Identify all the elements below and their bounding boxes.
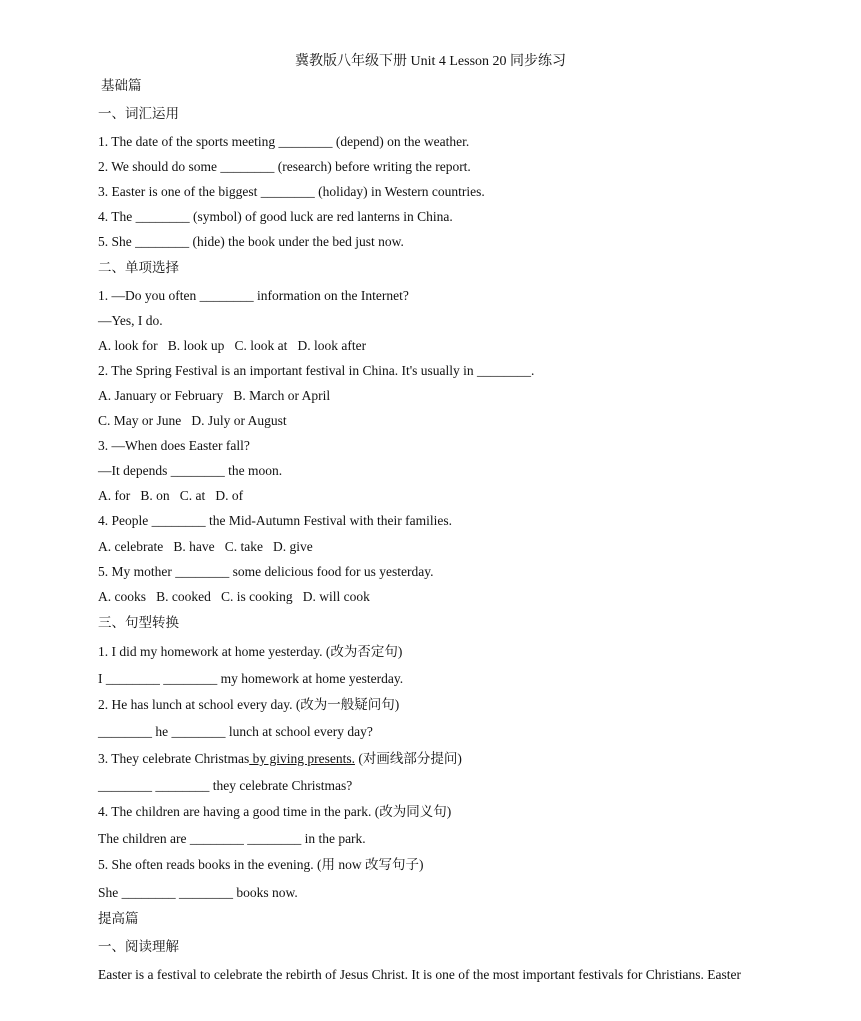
transform-answer: I ________ ________ my homework at home yesterday. bbox=[98, 671, 404, 686]
transform-question: 2. He has lunch at school every day. (改为一般疑问句) bbox=[98, 697, 400, 712]
advanced-section-label: 提高篇 bbox=[98, 911, 139, 926]
transform-question: 4. The children are having a good time in the park. (改为同义句) bbox=[98, 804, 452, 819]
vocab-item: 5. She ________ (hide) the book under the bed just now. bbox=[98, 234, 404, 249]
underlined-phrase: by giving presents. bbox=[249, 751, 355, 766]
transform-question: 5. She often reads books in the evening. (用 now 改写句子) bbox=[98, 857, 424, 872]
vocab-heading: 一、词汇运用 bbox=[98, 106, 179, 121]
vocab-item: 3. Easter is one of the biggest ________ (holiday) in Western countries. bbox=[98, 184, 485, 199]
page-title: 冀教版八年级下册 Unit 4 Lesson 20 同步练习 bbox=[294, 54, 567, 69]
transform-question: 1. I did my homework at home yesterday. (改为否定句) bbox=[98, 644, 403, 659]
choice-question: 1. —Do you often ________ information on the Internet? bbox=[98, 288, 409, 303]
transform-answer: She ________ ________ books now. bbox=[98, 885, 298, 900]
choice-options: C. May or June D. July or August bbox=[98, 413, 287, 428]
choice-question: 5. My mother ________ some delicious food for us yesterday. bbox=[98, 564, 434, 579]
basic-section-label: 基础篇 bbox=[101, 78, 142, 93]
choice-options: A. cooks B. cooked C. is cooking D. will cook bbox=[98, 589, 370, 604]
transform-heading: 三、句型转换 bbox=[98, 615, 179, 630]
question-instruction: (对画线部分提问) bbox=[354, 751, 462, 766]
choice-options: A. look for B. look up C. look at D. look after bbox=[98, 338, 367, 353]
choice-question: 2. The Spring Festival is an important festival in China. It's usually in ________. bbox=[98, 363, 535, 378]
choice-options: A. for B. on C. at D. of bbox=[98, 488, 244, 503]
reading-heading: 一、阅读理解 bbox=[98, 939, 179, 954]
question-text: 3. They celebrate Christmas bbox=[98, 751, 250, 766]
transform-question bbox=[98, 750, 462, 768]
choice-options: A. January or February B. March or April bbox=[98, 388, 331, 403]
choice-reply: —It depends ________ the moon. bbox=[98, 463, 283, 478]
choice-reply: —Yes, I do. bbox=[98, 313, 163, 328]
transform-answer: ________ he ________ lunch at school every day? bbox=[98, 724, 373, 739]
transform-answer: ________ ________ they celebrate Christmas? bbox=[98, 778, 353, 793]
choice-question: 4. People ________ the Mid-Autumn Festival with their families. bbox=[98, 513, 452, 528]
vocab-item: 2. We should do some ________ (research) before writing the report. bbox=[98, 159, 471, 174]
choice-question: 3. —When does Easter fall? bbox=[98, 438, 250, 453]
choice-options: A. celebrate B. have C. take D. give bbox=[98, 539, 313, 554]
reading-passage: Easter is a festival to celebrate the rebirth of Jesus Christ. It is one of the most important festivals for Christians. Easter bbox=[98, 967, 741, 982]
transform-answer: The children are ________ ________ in the park. bbox=[98, 831, 366, 846]
vocab-item: 1. The date of the sports meeting ________ (depend) on the weather. bbox=[98, 134, 470, 149]
choice-heading: 二、单项选择 bbox=[98, 260, 179, 275]
vocab-item: 4. The ________ (symbol) of good luck are red lanterns in China. bbox=[98, 209, 453, 224]
